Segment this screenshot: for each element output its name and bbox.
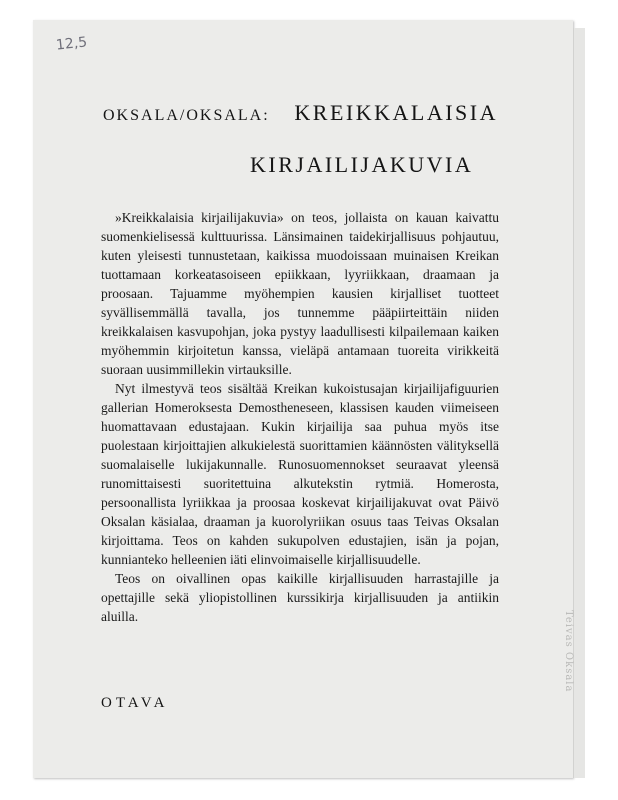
handwritten-note: 12,5 xyxy=(55,34,88,54)
spine-text: Teivas Oksala xyxy=(563,610,574,693)
blurb-paragraph-1: »Kreikkalaisia kirjailijakuvia» on teos, jollaista on kauan kaivattu suomenkielisessä kulttuurissa. Länsimainen taidekirjallisuus pohjautuu, kuten yleisesti tunnustetaan, kaikissa muodoissaan muinaisen Kreikan tuottamaan korkeatasoiseen epiikkaan, lyyriikkaan, draamaan ja proosaan. Tajuamme myöhempien kausien kirjalliset tuotteet syvällisemmällä tavalla, jos tunnemme pääpiirteittäin niiden kreikkalaisen kasvupohjan, joka pystyy laadullisesti kilpailemaan kaiken myöhemmin kirjoitetun kanssa, vieläpä antamaan tuoreita virikkeitä suoraan uusimmillekin virtauksille. xyxy=(101,210,499,377)
header-line xyxy=(103,100,498,126)
book-title-line2: KIRJAILIJAKUVIA xyxy=(250,152,474,177)
book-spine xyxy=(573,28,585,778)
blurb-paragraph-3: Teos on oivallinen opas kaikille kirjallisuuden harrastajille ja opettajille sekä yliopistollinen kurssikirja kirjallisuuden ja antiikin aluilla. xyxy=(101,571,499,624)
book-title-line1: KREIKKALAISIA xyxy=(294,100,498,125)
blurb-paragraph-2: Nyt ilmestyvä teos sisältää Kreikan kukoistusajan kirjailijafiguurien gallerian Homeroksesta Demostheneseen, klassisen kauden viimeiseen huomattavaan edustajaan. Kukin kirjailija saa puhua myös itse puolestaan kirjoittajien alkukielestä suorittamien käännösten välityksellä suomalaiselle lukijakunnalle. Runosuomennokset seuraavat yleensä runomittaisesti suoritettuina alkutekstin rytmiä. Homerosta, persoonallista lyriikkaa ja proosaa koskevat kirjailijakuvat ovat Päivö Oksalan käsialaa, draaman ja kuorolyriikan osuus taas Teivas Oksalan kirjoittama. Teos on kahden sukupolven edustajien, isän ja pojan, kunnianteko helleenien iäti elinvoimaiselle kirjallisuudelle. xyxy=(101,381,499,567)
blurb-text xyxy=(101,208,499,626)
publisher-name: OTAVA xyxy=(101,695,169,711)
author-names: OKSALA/OKSALA: xyxy=(103,107,270,124)
